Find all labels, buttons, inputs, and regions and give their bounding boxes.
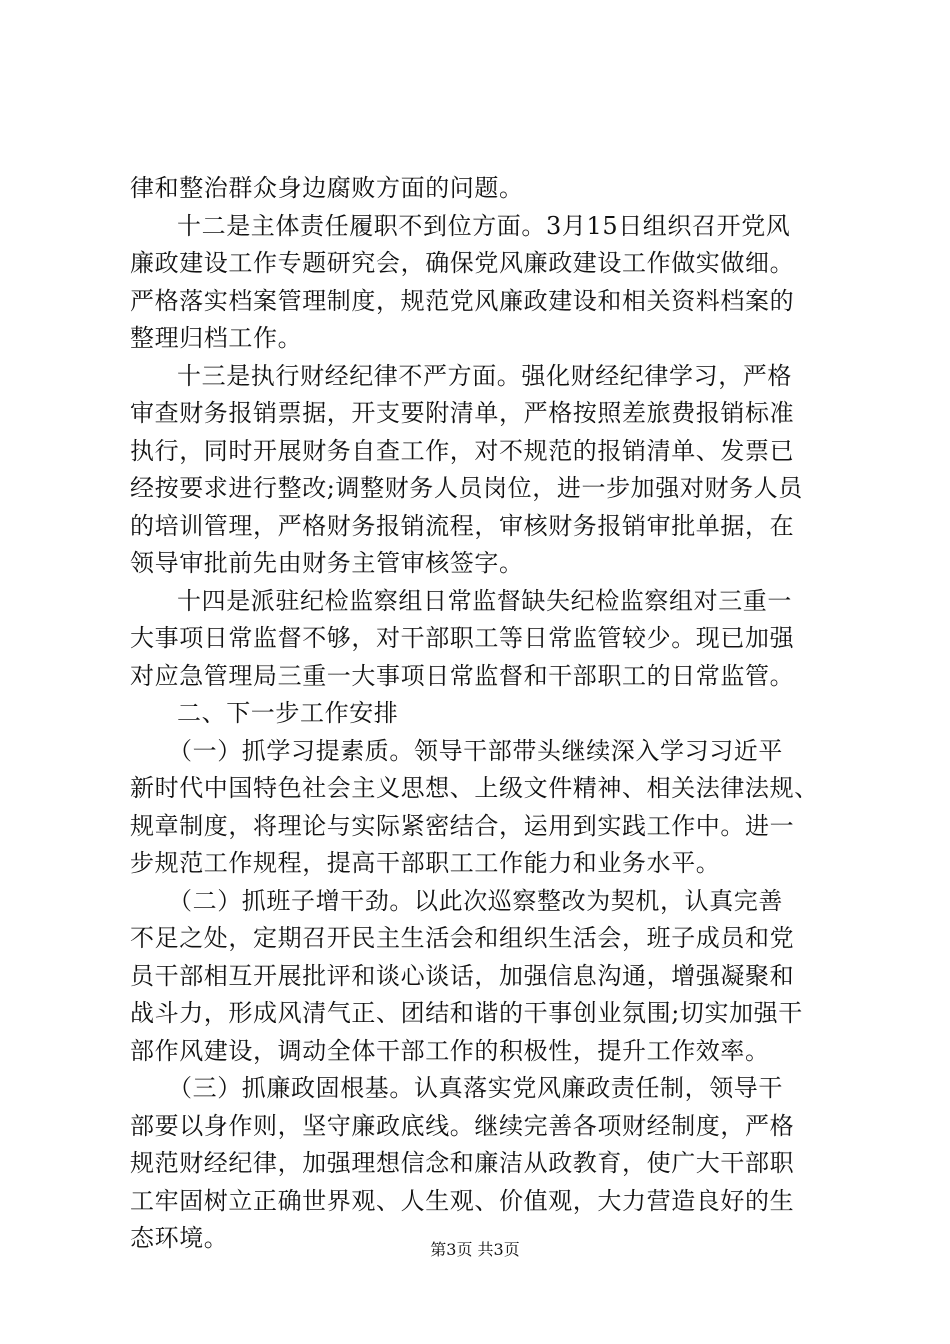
text-line: 律和整治群众身边腐败方面的问题。 <box>130 174 524 202</box>
text-line: 员干部相互开展批评和谈心谈话，加强信息沟通，增强凝聚和 <box>130 961 795 990</box>
text-line: 工牢固树立正确世界观、人生观、价值观，大力营造良好的生 <box>130 1186 795 1215</box>
text-line: 部要以身作则，坚守廉政底线。继续完善各项财经制度，严格 <box>130 1111 795 1140</box>
text-line: 经按要求进行整改;调整财务人员岗位，进一步加强对财务人员 <box>130 474 803 502</box>
page-number: 第3页 共3页 <box>430 1240 520 1259</box>
paragraph-start-line: 十二是主体责任履职不到位方面。3月15日组织召开党风 <box>177 211 791 240</box>
text-line: 态环境。 <box>130 1224 229 1252</box>
paragraph-start-line: 十三是执行财经纪律不严方面。强化财经纪律学习，严格 <box>177 361 792 390</box>
text-line: 不足之处，定期召开民主生活会和组织生活会，班子成员和党 <box>130 924 795 952</box>
text-line: 步规范工作规程，提高干部职工工作能力和业务水平。 <box>130 849 721 877</box>
text-line: 严格落实档案管理制度，规范党风廉政建设和相关资料档案的 <box>130 286 795 315</box>
text-line: 执行，同时开展财务自查工作，对不规范的报销清单、发票已 <box>130 436 795 465</box>
text-line: 规章制度，将理论与实际紧密结合，运用到实践工作中。进一 <box>130 811 795 840</box>
document-body <box>130 170 830 1258</box>
text-line: 审查财务报销票据，开支要附清单，严格按照差旅费报销标准 <box>130 399 795 427</box>
text-line: 大事项日常监督不够，对干部职工等日常监管较少。现已加强 <box>130 624 795 652</box>
paragraph-start-line: （三）抓廉政固根基。认真落实党风廉政责任制，领导干 <box>168 1074 783 1102</box>
paragraph-start-line: （一）抓学习提素质。领导干部带头继续深入学习习近平 <box>168 736 783 765</box>
paragraph-start-line: 十四是派驻纪检监察组日常监督缺失纪检监察组对三重一 <box>177 586 792 615</box>
text-line: 对应急管理局三重一大事项日常监督和干部职工的日常监管。 <box>130 661 795 690</box>
paragraph-start-line: （二）抓班子增干劲。以此次巡察整改为契机，认真完善 <box>168 886 783 915</box>
text-line: 的培训管理，严格财务报销流程，审核财务报销审批单据，在 <box>130 511 795 540</box>
section-heading: 二、下一步工作安排 <box>177 699 399 727</box>
text-line: 领导审批前先由财务主管审核签字。 <box>130 549 524 577</box>
text-line: 廉政建设工作专题研究会，确保党风廉政建设工作做实做细。 <box>130 249 795 277</box>
text-line: 新时代中国特色社会主义思想、上级文件精神、相关法律法规、 <box>130 774 819 802</box>
text-line: 整理归档工作。 <box>130 324 303 352</box>
text-line: 部作风建设，调动全体干部工作的积极性，提升工作效率。 <box>130 1036 770 1065</box>
text-line: 规范财经纪律，加强理想信念和廉洁从政教育，使广大干部职 <box>130 1149 795 1177</box>
text-line: 战斗力，形成风清气正、团结和谐的干事创业氛围;切实加强干 <box>130 999 803 1027</box>
